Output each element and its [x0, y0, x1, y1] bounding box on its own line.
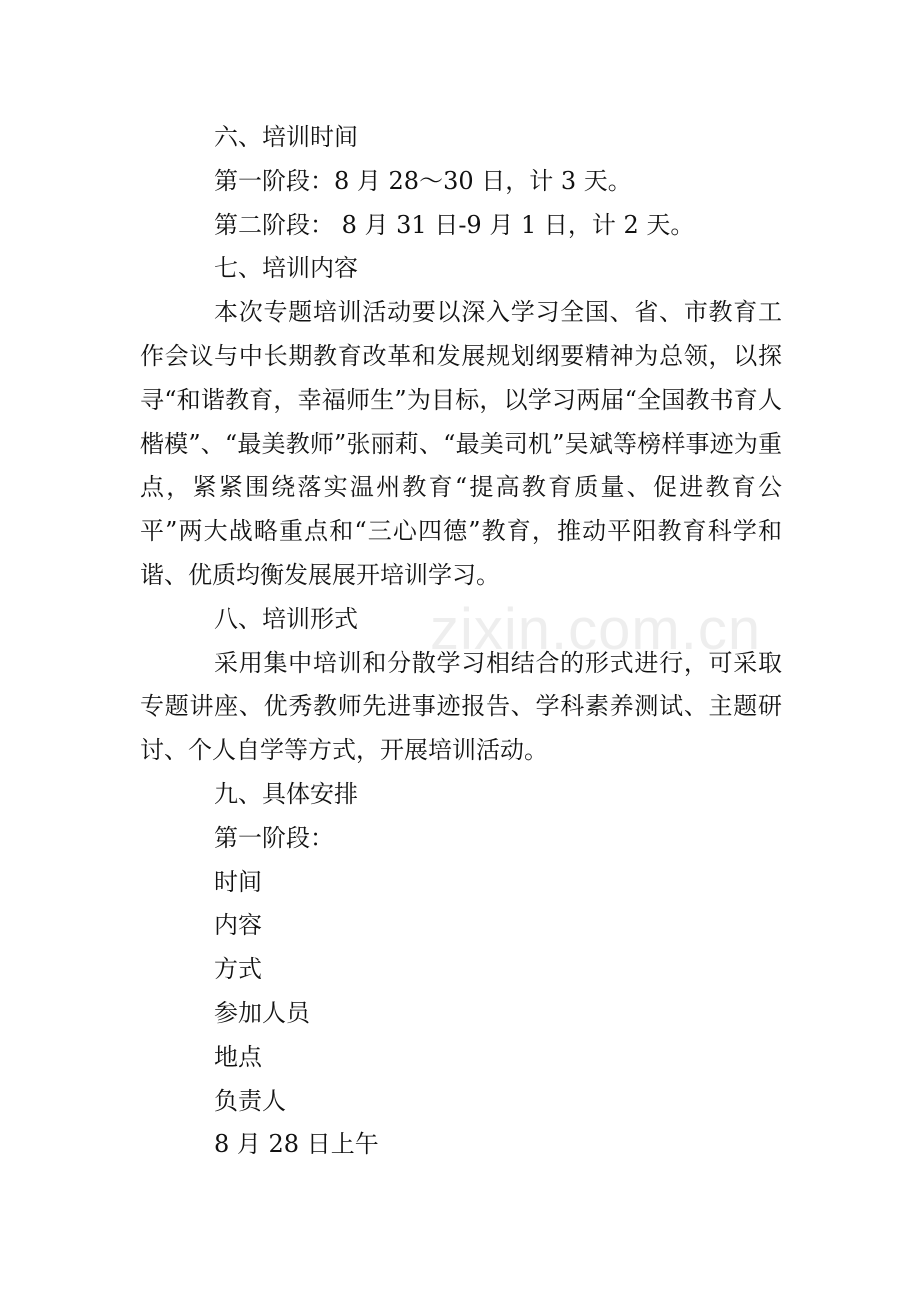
section-heading-training-content: 七、培训内容	[214, 254, 358, 283]
table-header-person-in-charge: 负责人	[214, 1086, 286, 1115]
first-row-time: 8 月 28 日上午	[214, 1130, 379, 1159]
phase-two-dates: 第二阶段： 8 月 31 日-9 月 1 日，计 2 天。	[214, 210, 695, 239]
training-format-paragraph: 采用集中培训和分散学习相结合的形式进行，可采取专题讲座、优秀教师先进事迹报告、学科素养测试、主题研讨、个人自学等方式，开展培训活动。	[140, 648, 782, 765]
table-header-method: 方式	[214, 955, 262, 984]
table-header-time: 时间	[214, 867, 262, 896]
arrangement-phase-label: 第一阶段：	[214, 823, 334, 852]
table-header-location: 地点	[214, 1042, 262, 1071]
phase-one-dates: 第一阶段：8 月 28～30 日，计 3 天。	[214, 166, 632, 195]
training-content-paragraph: 本次专题培训活动要以深入学习全国、省、市教育工作会议与中长期教育改革和发展规划纲要精神为总领，以探寻“和谐教育，幸福师生”为目标，以学习两届“全国教书育人楷模”、“最美教师”张丽莉、“最美司机”吴斌等榜样事迹为重点，紧紧围绕落实温州教育“提高教育质量、促进教育公平”两大战略重点和“三心四德”教育，推动平阳教育科学和谐、优质均衡发展展开培训学习。	[140, 298, 782, 589]
section-heading-training-format: 八、培训形式	[214, 604, 358, 633]
section-heading-arrangement: 九、具体安排	[214, 779, 358, 808]
watermark: zixin.com.cn	[430, 597, 762, 662]
section-heading-training-time: 六、培训时间	[214, 123, 358, 151]
table-header-participants: 参加人员	[214, 998, 310, 1027]
table-header-content: 内容	[214, 911, 262, 940]
